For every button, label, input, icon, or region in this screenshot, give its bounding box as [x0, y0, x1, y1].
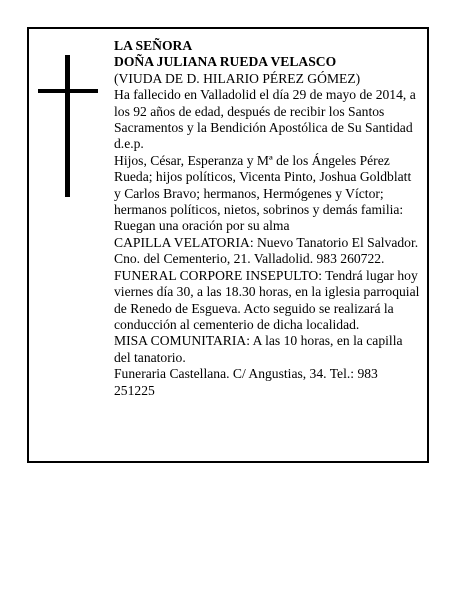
title-line: LA SEÑORA — [114, 38, 193, 53]
rip-text: d.e.p. — [114, 136, 144, 152]
obituary-text — [114, 38, 420, 399]
funeral-info: FUNERAL CORPORE INSEPULTO: Tendrá lugar hoy viernes día 30, a las 18.30 horas, en la iglesia parroquial de Renedo de Esgueva. Acto seguido se realizará la conducción al cementerio de dicha localidad. — [114, 267, 420, 332]
funeral-home-info: Funeraria Castellana. C/ Angustias, 34. Tel.: 983 251225 — [114, 366, 378, 398]
cross-icon — [38, 55, 98, 197]
family-paragraph: Hijos, César, Esperanza y Mª de los Ángeles Pérez Rueda; hijos políticos, Vicenta Pinto, Joshua Goldblatt y Carlos Bravo; hermanos, Hermógenes y Víctor; hermanos políticos, nietos, sobrinos y demás familia: — [114, 152, 412, 218]
mass-info: MISA COMUNITARIA: A las 10 horas, en la capilla del tanatorio. — [114, 333, 403, 365]
deceased-name: DOÑA JULIANA RUEDA VELASCO — [114, 54, 337, 70]
death-paragraph: Ha fallecido en Valladolid el día 29 de mayo de 2014, a los 92 años de edad, después de recibir los Santos Sacramentos y la Bendición Apostólica de Su Santidad — [114, 87, 416, 136]
cross-vertical-bar — [65, 55, 70, 197]
widow-line: (VIUDA DE D. HILARIO PÉREZ GÓMEZ) — [114, 70, 361, 86]
cross-horizontal-bar — [38, 89, 98, 93]
prayer-request: Ruegan una oración por su alma — [114, 218, 290, 234]
chapel-info: CAPILLA VELATORIA: Nuevo Tanatorio El Salvador. Cno. del Cementerio, 21. Valladolid. 983 260722. — [114, 234, 419, 267]
